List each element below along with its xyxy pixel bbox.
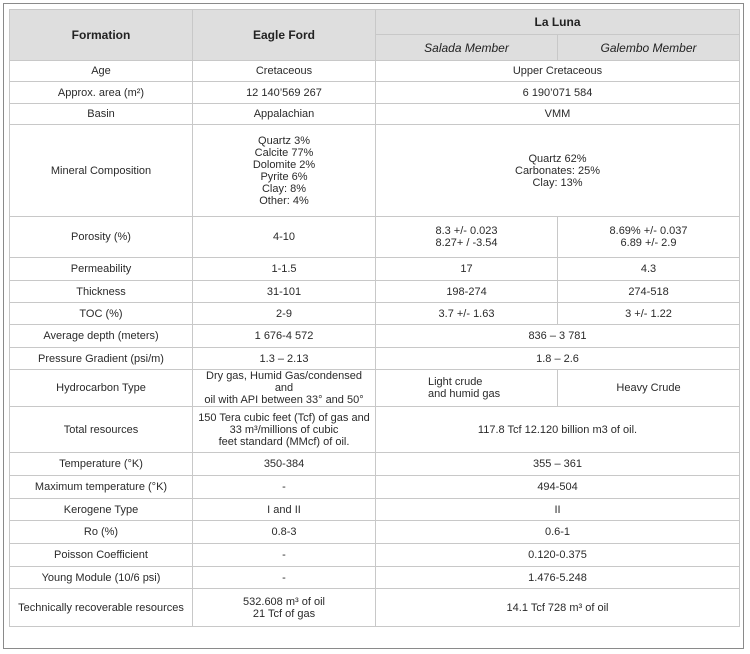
value-salada-thickness: 198-274 [376,281,558,303]
value-la-luna-kerogene: II [376,499,740,521]
value-eagle-ford-resources: 150 Tera cubic feet (Tcf) of gas and 33 m³/millions of cubic feet standard (MMcf) of oil. [193,407,376,453]
row-mineral-composition [10,125,740,217]
header-formation: Formation [10,10,193,61]
label-total-resources: Total resources [10,407,193,453]
value-la-luna-depth: 836 – 3 781 [376,325,740,348]
value-galembo-hydrocarbon: Heavy Crude [558,370,740,407]
label-permeability: Permeability [10,258,193,281]
row-thickness [10,281,740,303]
row-maximum-temperature [10,476,740,499]
label-kerogene-type: Kerogene Type [10,499,193,521]
label-thickness: Thickness [10,281,193,303]
value-eagle-ford-permeability: 1-1.5 [193,258,376,281]
row-ro [10,521,740,544]
value-salada-permeability: 17 [376,258,558,281]
value-eagle-ford-max-temp: - [193,476,376,499]
value-la-luna-max-temp: 494-504 [376,476,740,499]
label-hydrocarbon-type: Hydrocarbon Type [10,370,193,407]
row-area [10,82,740,104]
row-total-resources [10,407,740,453]
value-la-luna-age: Upper Cretaceous [376,61,740,82]
value-galembo-permeability: 4.3 [558,258,740,281]
header-la-luna: La Luna [376,10,740,35]
value-eagle-ford-temperature: 350-384 [193,453,376,476]
value-la-luna-area: 6 190’071 584 [376,82,740,104]
value-la-luna-ro: 0.6-1 [376,521,740,544]
label-temperature: Temperature (°K) [10,453,193,476]
label-toc: TOC (%) [10,303,193,325]
row-pressure-gradient [10,348,740,370]
row-age [10,61,740,82]
formation-comparison-table [9,9,740,627]
value-eagle-ford-young: - [193,567,376,589]
row-recoverable-resources [10,589,740,627]
row-basin [10,104,740,125]
row-hydrocarbon-type [10,370,740,407]
label-pressure-gradient: Pressure Gradient (psi/m) [10,348,193,370]
label-age: Age [10,61,193,82]
label-recoverable-resources: Technically recoverable resources [10,589,193,627]
row-toc [10,303,740,325]
row-permeability [10,258,740,281]
value-la-luna-young: 1.476-5.248 [376,567,740,589]
value-eagle-ford-basin: Appalachian [193,104,376,125]
header-salada-member: Salada Member [376,35,558,61]
label-poisson-coefficient: Poisson Coefficient [10,544,193,567]
value-galembo-toc: 3 +/- 1.22 [558,303,740,325]
value-salada-porosity: 8.3 +/- 0.023 8.27+ / -3.54 [376,217,558,258]
value-eagle-ford-age: Cretaceous [193,61,376,82]
value-eagle-ford-poisson: - [193,544,376,567]
value-galembo-thickness: 274-518 [558,281,740,303]
value-eagle-ford-ro: 0.8-3 [193,521,376,544]
value-eagle-ford-area: 12 140’569 267 [193,82,376,104]
value-eagle-ford-depth: 1 676-4 572 [193,325,376,348]
header-eagle-ford: Eagle Ford [193,10,376,61]
row-porosity [10,217,740,258]
row-young-module [10,567,740,589]
value-la-luna-mineral: Quartz 62% Carbonates: 25% Clay: 13% [376,125,740,217]
row-temperature [10,453,740,476]
value-la-luna-resources: 117.8 Tcf 12.120 billion m3 of oil. [376,407,740,453]
label-basin: Basin [10,104,193,125]
value-salada-toc: 3.7 +/- 1.63 [376,303,558,325]
value-la-luna-basin: VMM [376,104,740,125]
value-eagle-ford-recoverable: 532.608 m³ of oil 21 Tcf of gas [193,589,376,627]
value-eagle-ford-pressure: 1.3 – 2.13 [193,348,376,370]
row-average-depth [10,325,740,348]
value-eagle-ford-toc: 2-9 [193,303,376,325]
value-la-luna-pressure: 1.8 – 2.6 [376,348,740,370]
label-mineral-composition: Mineral Composition [10,125,193,217]
row-kerogene-type [10,499,740,521]
value-la-luna-recoverable: 14.1 Tcf 728 m³ of oil [376,589,740,627]
value-la-luna-poisson: 0.120-0.375 [376,544,740,567]
label-ro: Ro (%) [10,521,193,544]
label-average-depth: Average depth (meters) [10,325,193,348]
label-porosity: Porosity (%) [10,217,193,258]
value-eagle-ford-hydrocarbon: Dry gas, Humid Gas/condensed and oil with API between 33° and 50° [193,370,376,407]
value-eagle-ford-kerogene: I and II [193,499,376,521]
value-salada-hydrocarbon: Light crude and humid gas [376,370,558,407]
value-eagle-ford-thickness: 31-101 [193,281,376,303]
value-galembo-porosity: 8.69% +/- 0.037 6.89 +/- 2.9 [558,217,740,258]
header-galembo-member: Galembo Member [558,35,740,61]
label-area: Approx. area (m²) [10,82,193,104]
value-eagle-ford-porosity: 4-10 [193,217,376,258]
label-maximum-temperature: Maximum temperature (°K) [10,476,193,499]
value-eagle-ford-mineral: Quartz 3% Calcite 77% Dolomite 2% Pyrite 6% Clay: 8% Other: 4% [193,125,376,217]
label-young-module: Young Module (10/6 psi) [10,567,193,589]
value-la-luna-temperature: 355 – 361 [376,453,740,476]
row-poisson-coefficient [10,544,740,567]
